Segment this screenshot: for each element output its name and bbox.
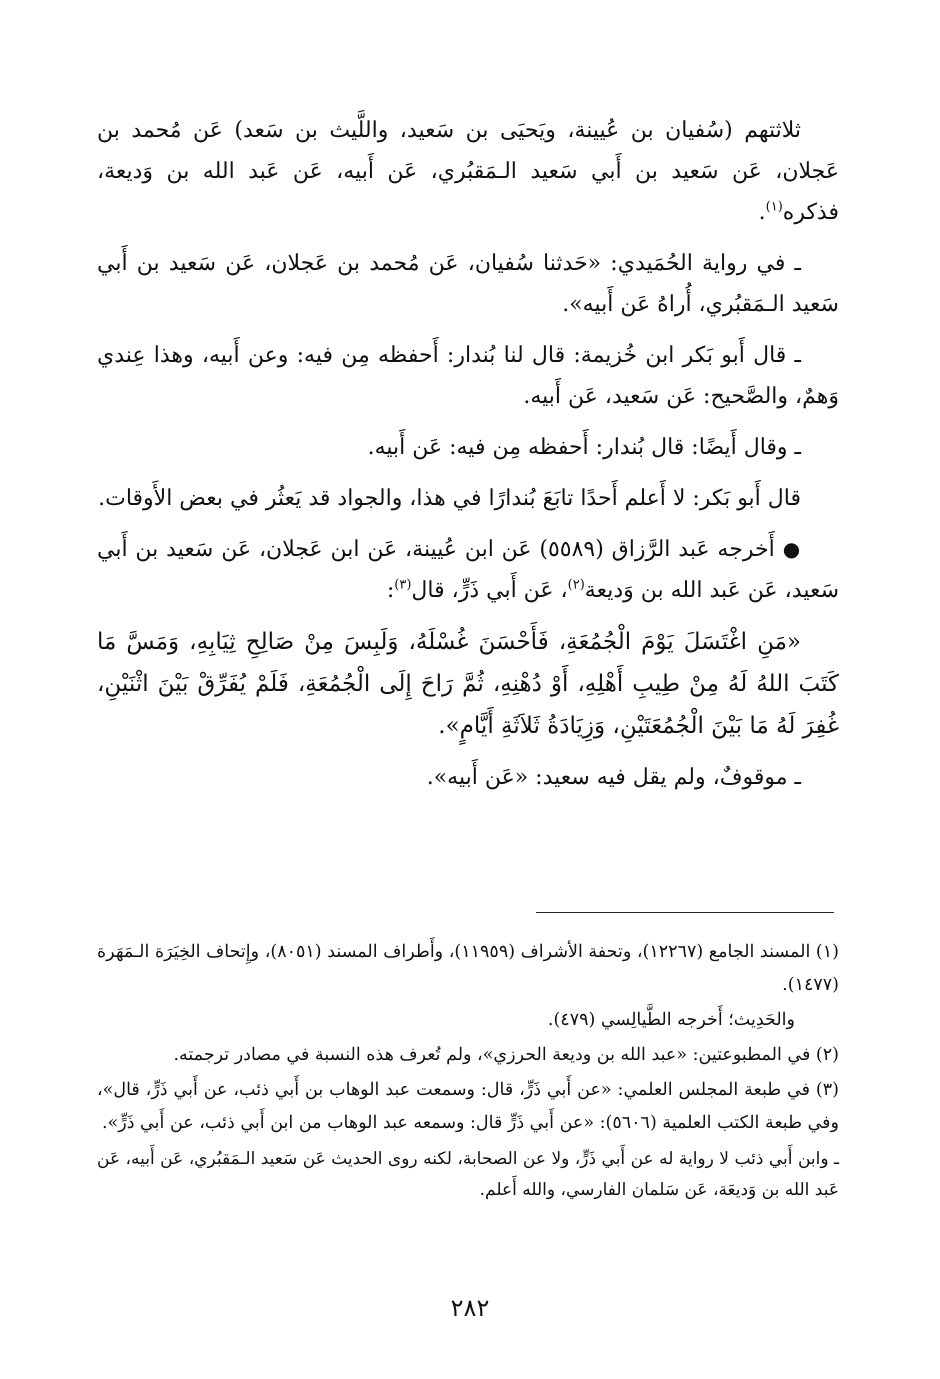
paragraph-4: ـ وقال أَيضًا: قال بُندار: أَحفظه مِن فيه: عَن أَبيه. [367,435,801,460]
paragraph-5: قال أَبو بَكر: لا أَعلم أَحدًا تابَعَ بُندارًا في هذا، والجواد قد يَعثُر في بعض الأَوقات. [98,486,801,511]
paragraph-6-text-b: ، عَن أَبي ذَرٍّ، قال [411,578,568,603]
paragraph-3: ـ قال أَبو بَكر ابن خُزيمة: قال لنا بُندار: أَحفظه مِن فيه: وعن أَبيه، وهذا عِندي وَهمٌ، والصَّحيح: عَن سَعيد، عَن أَبيه. [97,343,839,409]
footnote-1-continuation: والحَدِيث؛ أَخرجه الطَّيالِسي (٤٧٩). [547,1010,795,1030]
paragraph-1-text: ثلاثتهم (سُفيان بن عُيينة، ويَحيَى بن سَعيد، واللَّيث بن سَعد) عَن مُحمد بن عَجلان، عَن سَعيد بن أَبي سَعيد الـمَقبُري، عَن أَبيه، عَن عَبد الله بن وَديعة، فذكره [97,118,839,225]
paragraph-6-text-a: أَخرجه عَبد الرَّزاق (٥٥٨٩) عَن ابن عُيينة، عَن ابن عَجلان، عَن سَعيد بن أَبي سَعيد، عَن عَبد الله بن وَديعة [97,537,839,603]
footnote-1: (١) المسند الجامع (١٢٢٦٧)، وتحفة الأشراف (١١٩٥٩)، وأَطراف المسند (٨٠٥١)، وإِتحاف الخِيَرَة الـمَهَرة (١٤٧٧). [97,942,839,995]
main-text [97,110,839,808]
paragraph-8: ـ موقوفٌ، ولم يقل فيه سعيد: «عَن أَبيه». [426,765,801,790]
paragraph-6-text-c: : [386,578,395,603]
bullet-icon: ● [782,537,801,561]
paragraph-1 [97,110,839,233]
paragraph-1-end: . [758,200,766,225]
footnote-ref-1: (١) [765,199,783,215]
footnotes [97,936,839,1208]
hadith-text: «مَنِ اغْتَسَلَ يَوْمَ الْجُمُعَةِ، فَأَحْسَنَ غُسْلَهُ، وَلَبِسَ مِنْ صَالِحِ ثِيَابِهِ، وَمَسَّ مَا كَتَبَ اللهُ لَهُ مِنْ طِيبِ أَهْلِهِ، أَوْ دُهْنِهِ، ثُمَّ رَاحَ إِلَى الْجُمُعَةِ، فَلَمْ يُفَرِّقْ بَيْنَ اثْنَيْنِ، غُفِرَ لَهُ مَا بَيْنَ الْجُمُعَتَيْنِ، وَزِيَادَةُ ثَلاَثَةِ أَيَّامٍ». [97,629,839,739]
paragraph-2: ـ في رواية الحُمَيدي: «حَدثنا سُفيان، عَن مُحمد بن عَجلان، عَن سَعيد بن أَبي سَعيد الـمَقبُري، أُراهُ عَن أَبيه». [97,251,839,317]
page-number: ٢٨٢ [450,1294,490,1322]
footnote-separator [536,912,834,913]
footnote-3: (٣) في طبعة المجلس العلمي: «عن أَبي ذَرٍّ، قال: وسمعت عبد الوهاب بن أَبي ذئب، عن أَبي ذَرٍّ، قال»، وفي طبعة الكتب العلمية (٥٦٠٦): «عن أَبي ذَرٍّ قال: وسمعه عبد الوهاب من ابن أَبي ذئب، عن أَبي ذَرٍّ». [97,1080,839,1133]
footnote-ref-3: (٣) [394,577,412,593]
footnote-3-continuation: ـ وابن أَبي ذئب لا رواية له عن أَبي ذَرٍّ، ولا عن الصحابة، لكنه روى الحديث عَن سَعيد الـمَقبُري، عَن أَبيه، عَن عَبد الله بن وَديعَة، عَن سَلمان الفارسي، والله أَعلم. [97,1149,839,1200]
paragraph-6 [97,529,839,611]
footnote-2: (٢) في المطبوعتين: «عبد الله بن وديعة الحرزي»، ولم تُعرف هذه النسبة في مصادر ترجمته. [173,1045,839,1065]
footnote-ref-2: (٢) [567,577,585,593]
